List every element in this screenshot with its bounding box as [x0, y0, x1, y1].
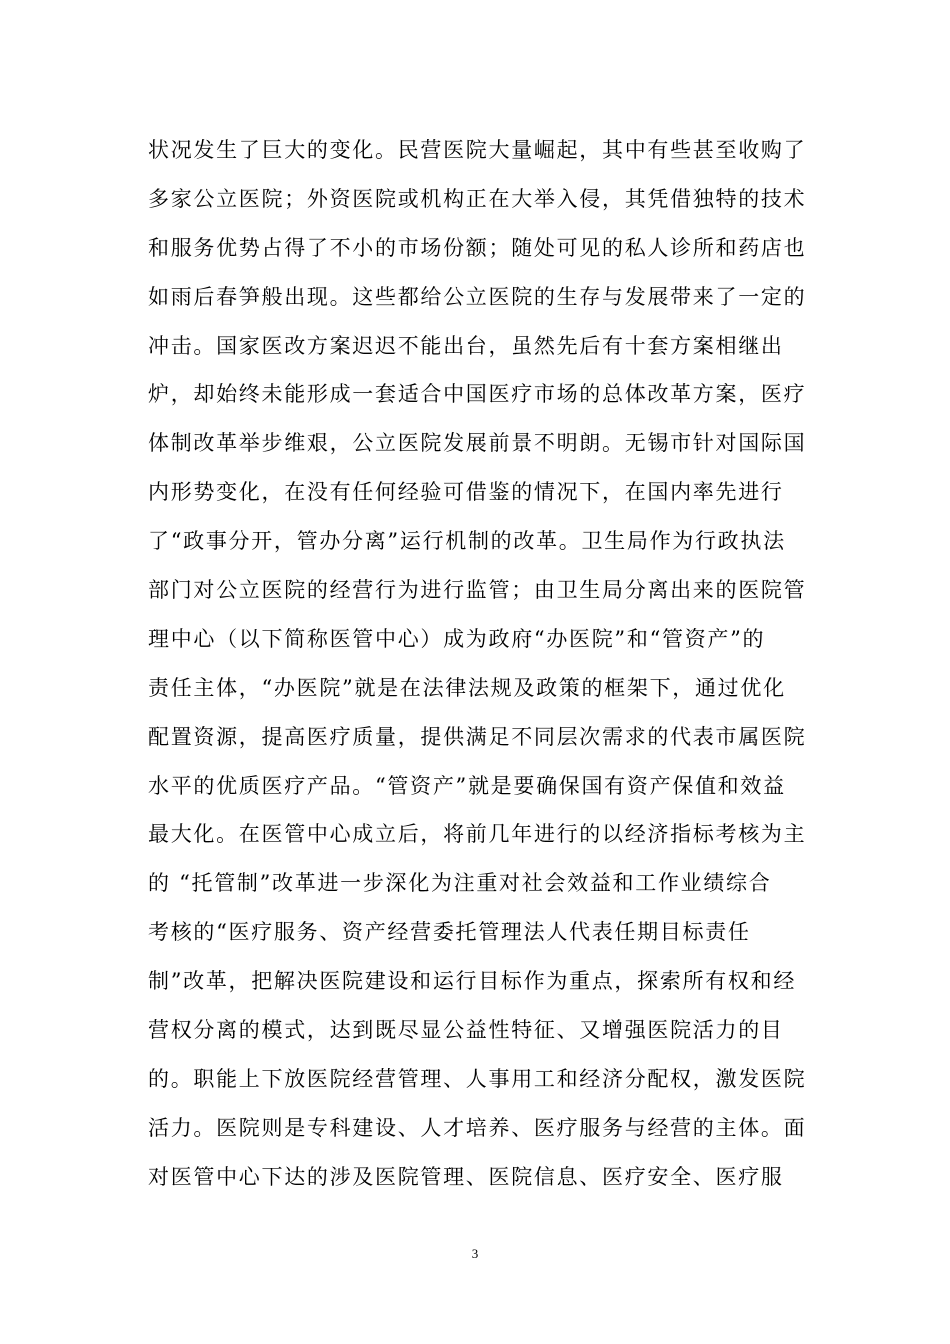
text-line: 多家公立医院；外资医院或机构正在大举入侵，其凭借独特的技术: [148, 186, 807, 211]
text-line: 的。职能上下放医院经营管理、人事用工和经济分配权，激发医院: [148, 1066, 807, 1091]
text-line: 体制改革举步维艰，公立医院发展前景不明朗。无锡市针对国际国: [148, 431, 807, 456]
text-line: 和服务优势占得了不小的市场份额；随处可见的私人诊所和药店也: [148, 235, 807, 260]
text-line: 炉，却始终未能形成一套适合中国医疗市场的总体改革方案，医疗: [148, 382, 807, 407]
text-line: 的 “托管制”改革进一步深化为注重对社会效益和工作业绩综合: [148, 871, 772, 896]
text-line: 部门对公立医院的经营行为进行监管；由卫生局分离出来的医院管: [148, 578, 807, 603]
page-number: 3: [471, 1246, 479, 1261]
text-line: 活力。医院则是专科建设、人才培养、医疗服务与经营的主体。面: [148, 1115, 807, 1140]
text-line: 冲击。国家医改方案迟迟不能出台，虽然先后有十套方案相继出: [148, 333, 784, 358]
text-line: 内形势变化，在没有任何经验可借鉴的情况下，在国内率先进行: [148, 480, 784, 505]
text-line: 制”改革，把解决医院建设和运行目标作为重点，探索所有权和经: [148, 969, 797, 994]
text-line: 考核的“医疗服务、资产经营委托管理法人代表任期目标责任: [148, 920, 751, 945]
text-line: 理中心（以下简称医管中心）成为政府“办医院”和“管资产”的: [148, 626, 766, 651]
text-line: 如雨后春笋般出现。这些都给公立医院的生存与发展带来了一定的: [148, 284, 807, 309]
text-line: 责任主体，“办医院”就是在法律法规及政策的框架下，通过优化: [148, 675, 786, 700]
text-line: 了“政事分开，管办分离”运行机制的改革。卫生局作为行政执法: [148, 529, 786, 554]
text-line: 营权分离的模式，达到既尽显公益性特征、又增强医院活力的目: [148, 1018, 784, 1043]
text-line: 对医管中心下达的涉及医院管理、医院信息、医疗安全、医疗服: [148, 1164, 784, 1189]
body-text: [148, 126, 808, 1202]
text-line: 状况发生了巨大的变化。民营医院大量崛起，其中有些甚至收购了: [148, 138, 807, 162]
text-line: 水平的优质医疗产品。“管资产”就是要确保国有资产保值和效益: [148, 773, 786, 798]
text-line: 最大化。在医管中心成立后，将前几年进行的以经济指标考核为主: [148, 822, 807, 847]
text-line: 配置资源，提高医疗质量，提供满足不同层次需求的代表市属医院: [148, 724, 807, 749]
